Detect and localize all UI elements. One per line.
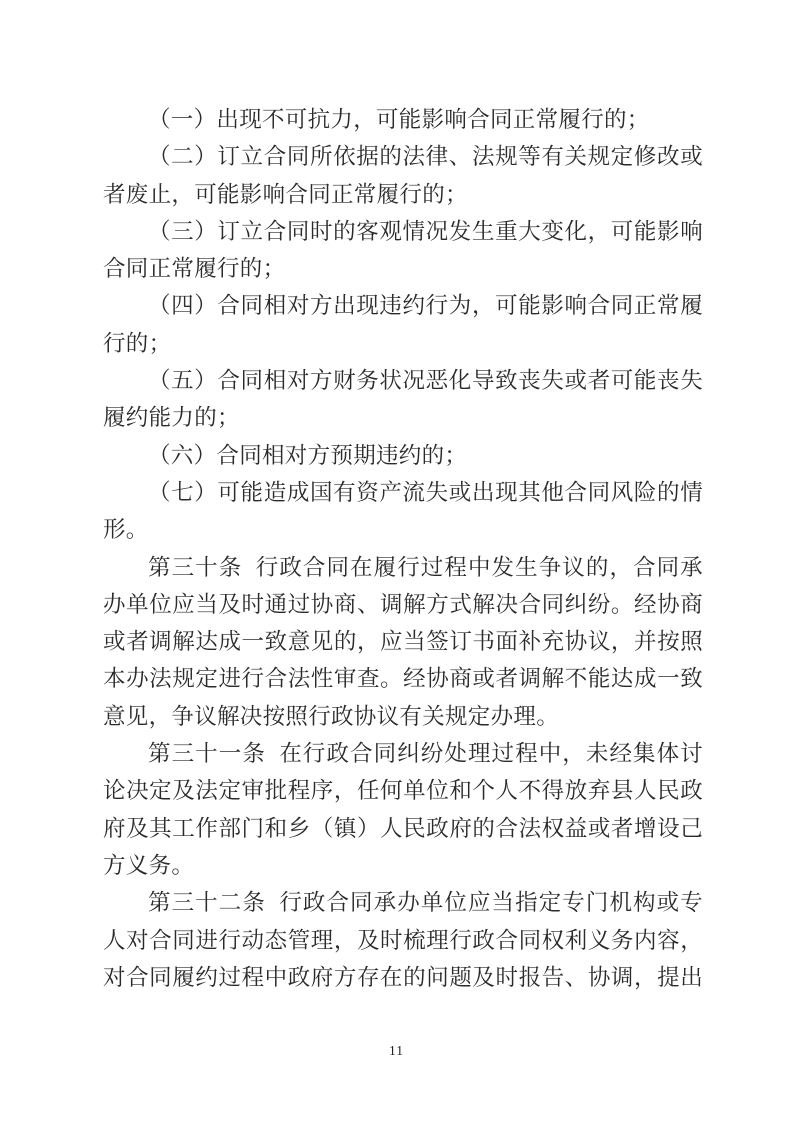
text-line: 第三十条 行政合同在履行过程中发生争议的，合同承	[148, 554, 703, 580]
text-line: （二）订立合同所依据的法律、法规等有关规定修改或	[148, 144, 703, 170]
text-line: 行的；	[103, 330, 172, 356]
text-line: 者废止，可能影响合同正常履行的；	[103, 181, 468, 207]
text-line: （五）合同相对方财务状况恶化导致丧失或者可能丧失	[148, 368, 703, 394]
text-line: 方义务。	[103, 852, 195, 878]
text-line: 第三十一条 在行政合同纠纷处理过程中，未经集体讨	[148, 741, 703, 767]
text-line: 或者调解达成一致意见的，应当签订书面补充协议，并按照	[103, 629, 703, 655]
text-line: 办单位应当及时通过协商、调解方式解决合同纠纷。经协商	[103, 591, 703, 617]
text-line: 对合同履约过程中政府方存在的问题及时报告、协调，提出	[103, 964, 703, 990]
text-line: （六）合同相对方预期违约的；	[148, 442, 468, 468]
text-line: 形。	[103, 517, 149, 543]
text-line: 第三十二条 行政合同承办单位应当指定专门机构或专	[148, 890, 703, 916]
text-line: （三）订立合同时的客观情况发生重大变化，可能影响	[148, 218, 703, 244]
text-line: （七）可能造成国有资产流失或出现其他合同风险的情	[148, 479, 703, 505]
text-line: （四）合同相对方出现违约行为，可能影响合同正常履	[148, 293, 703, 319]
text-line: 论决定及法定审批程序，任何单位和个人不得放弃县人民政	[103, 778, 703, 804]
text-line: 合同正常履行的；	[103, 256, 286, 282]
text-line: 府及其工作部门和乡（镇）人民政府的合法权益或者增设己	[103, 815, 703, 841]
page-number: 11	[389, 1043, 404, 1058]
text-line: 意见，争议解决按照行政协议有关规定办理。	[103, 703, 560, 729]
text-line: 履约能力的；	[103, 405, 240, 431]
text-line: 人对合同进行动态管理，及时梳理行政合同权利义务内容，	[103, 927, 703, 953]
text-line: 本办法规定进行合法性审查。经协商或者调解不能达成一致	[103, 666, 703, 692]
text-line: （一）出现不可抗力，可能影响合同正常履行的；	[148, 107, 650, 132]
document-body	[103, 101, 703, 996]
